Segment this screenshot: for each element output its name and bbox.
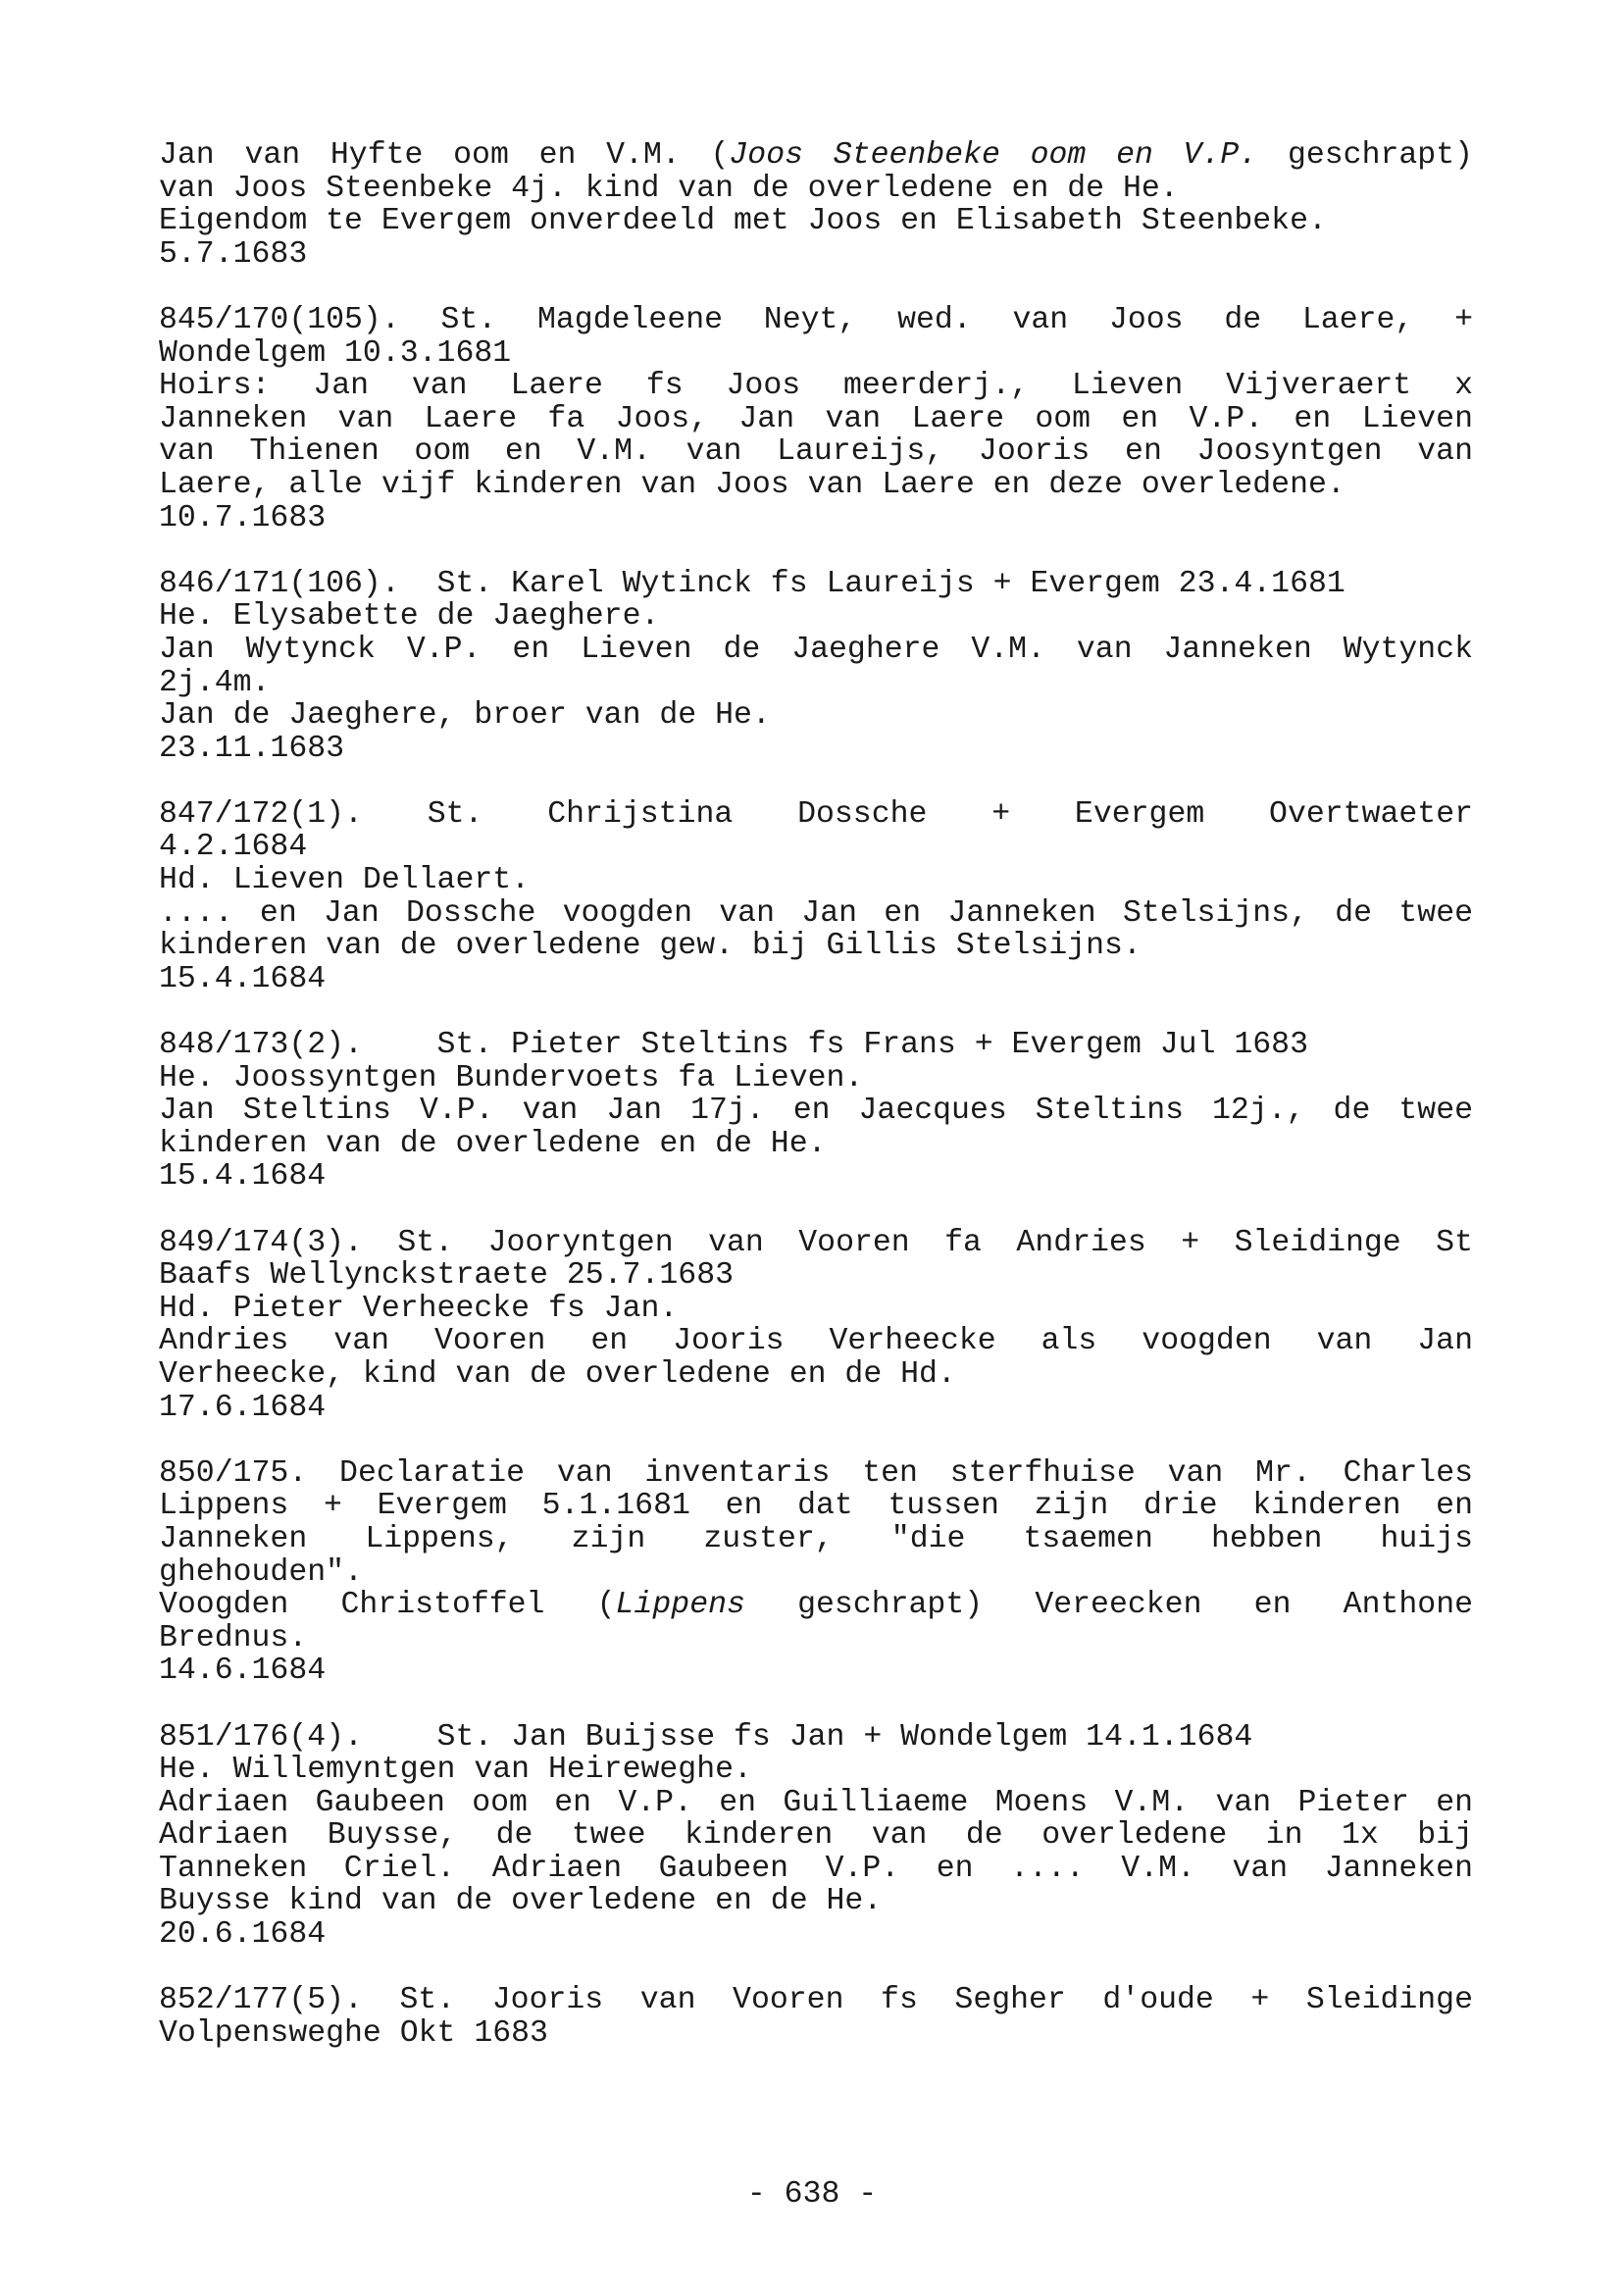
record-line: Buysse kind van de overledene en de He. bbox=[159, 1884, 883, 1919]
record-line: 852/177(5). St. Jooris van Vooren fs Segher d'oude + Sleidinge bbox=[159, 1983, 1473, 2018]
record-line: kinderen van de overledene gew. bij Gillis Stelsijns. bbox=[159, 929, 1142, 964]
record-line: 847/172(1). St. Chrijstina Dossche + Evergem Overtwaeter bbox=[159, 796, 1473, 832]
record-line: 5.7.1683 bbox=[159, 236, 308, 272]
record-line: van Joos Steenbeke 4j. kind van de overledene en de He. bbox=[159, 171, 1179, 206]
record-line: 848/173(2). St. Pieter Steltins fs Frans + Evergem Jul 1683 bbox=[159, 1028, 1308, 1063]
record-line: He. Joossyntgen Bundervoets fa Lieven. bbox=[159, 1060, 864, 1095]
record-line: Jan van Hyfte oom en V.M. (Joos Steenbeke oom en V.P. geschrapt) bbox=[159, 138, 1474, 173]
record-line: Baafs Wellynckstraete 25.7.1683 bbox=[159, 1258, 734, 1294]
record-line: Eigendom te Evergem onverdeeld met Joos en Elisabeth Steenbeke. bbox=[159, 204, 1327, 239]
record-line: 17.6.1684 bbox=[159, 1390, 327, 1425]
record-line: 15.4.1684 bbox=[159, 1159, 327, 1195]
record-line: Laere, alle vijf kinderen van Joos van Laere en deze overledene. bbox=[159, 467, 1345, 502]
record-line: Brednus. bbox=[159, 1620, 308, 1655]
record-line: Tanneken Criel. Adriaen Gaubeen V.P. en .... V.M. van Janneken bbox=[159, 1851, 1473, 1886]
record-line: 846/171(106). St. Karel Wytinck fs Laureijs + Evergem 23.4.1681 bbox=[159, 566, 1345, 601]
record-line: He. Elysabette de Jaeghere. bbox=[159, 599, 660, 635]
record-entry bbox=[159, 139, 1473, 271]
document-body bbox=[159, 139, 1473, 2083]
record-line: 10.7.1683 bbox=[159, 500, 327, 535]
record-line: Hd. Pieter Verheecke fs Jan. bbox=[159, 1291, 679, 1326]
record-line: He. Willemyntgen van Heireweghe. bbox=[159, 1753, 752, 1788]
record-line: 851/176(4). St. Jan Buijsse fs Jan + Wondelgem 14.1.1684 bbox=[159, 1719, 1253, 1755]
record-line: 845/170(105). St. Magdeleene Neyt, wed. van Joos de Laere, + bbox=[159, 302, 1473, 337]
record-line: 23.11.1683 bbox=[159, 731, 345, 766]
record-line: Jan Wytynck V.P. en Lieven de Jaeghere V.M. van Janneken Wytynck bbox=[159, 632, 1473, 667]
record-line: 850/175. Declaratie van inventaris ten sterfhuise van Mr. Charles bbox=[159, 1455, 1473, 1491]
record-line: ghehouden". bbox=[159, 1554, 363, 1590]
record-entry bbox=[159, 1984, 1473, 2050]
record-line: Adriaen Gaubeen oom en V.P. en Guilliaeme Moens V.M. van Pieter en bbox=[159, 1785, 1473, 1820]
record-line: Verheecke, kind van de overledene en de Hd. bbox=[159, 1356, 956, 1392]
record-line: Hd. Lieven Dellaert. bbox=[159, 863, 531, 898]
record-line: kinderen van de overledene en de He. bbox=[159, 1126, 827, 1161]
record-line: 14.6.1684 bbox=[159, 1654, 327, 1689]
record-line: Lippens + Evergem 5.1.1681 en dat tussen zijn drie kinderen en bbox=[159, 1489, 1473, 1524]
record-line: Jan de Jaeghere, broer van de He. bbox=[159, 698, 771, 734]
record-entry bbox=[159, 568, 1473, 766]
record-line: 2j.4m. bbox=[159, 665, 271, 700]
page-number: - 638 - bbox=[746, 2177, 878, 2212]
record-entry bbox=[159, 1227, 1473, 1425]
record-line: Wondelgem 10.3.1681 bbox=[159, 335, 512, 371]
record-entry bbox=[159, 304, 1473, 535]
record-line: Adriaen Buysse, de twee kinderen van de overledene in 1x bij bbox=[159, 1818, 1473, 1854]
record-entry bbox=[159, 1721, 1473, 1952]
record-line: van Thienen oom en V.M. van Laureijs, Jooris en Joosyntgen van bbox=[159, 434, 1473, 470]
record-line: 15.4.1684 bbox=[159, 961, 327, 996]
record-line: 4.2.1684 bbox=[159, 830, 308, 865]
record-line: .... en Jan Dossche voogden van Jan en Janneken Stelsijns, de twee bbox=[159, 895, 1473, 931]
record-entry bbox=[159, 1457, 1473, 1688]
record-entry bbox=[159, 1029, 1473, 1194]
record-line: Volpensweghe Okt 1683 bbox=[159, 2015, 548, 2051]
record-entry bbox=[159, 798, 1473, 996]
record-line: Janneken Lippens, zijn zuster, "die tsaemen hebben huijs bbox=[159, 1521, 1473, 1556]
record-line: Janneken van Laere fa Joos, Jan van Laere oom en V.P. en Lieven bbox=[159, 401, 1473, 436]
record-line: Voogden Christoffel (Lippens geschrapt) Vereecken en Anthone bbox=[159, 1588, 1474, 1623]
record-line: Jan Steltins V.P. van Jan 17j. en Jaecques Steltins 12j., de twee bbox=[159, 1094, 1473, 1129]
record-line: Andries van Vooren en Jooris Verheecke als voogden van Jan bbox=[159, 1324, 1473, 1359]
record-line: 20.6.1684 bbox=[159, 1917, 327, 1953]
record-line: 849/174(3). St. Jooryntgen van Vooren fa Andries + Sleidinge St bbox=[159, 1225, 1473, 1260]
record-line: Hoirs: Jan van Laere fs Joos meerderj., Lieven Vijveraert x bbox=[159, 369, 1473, 404]
